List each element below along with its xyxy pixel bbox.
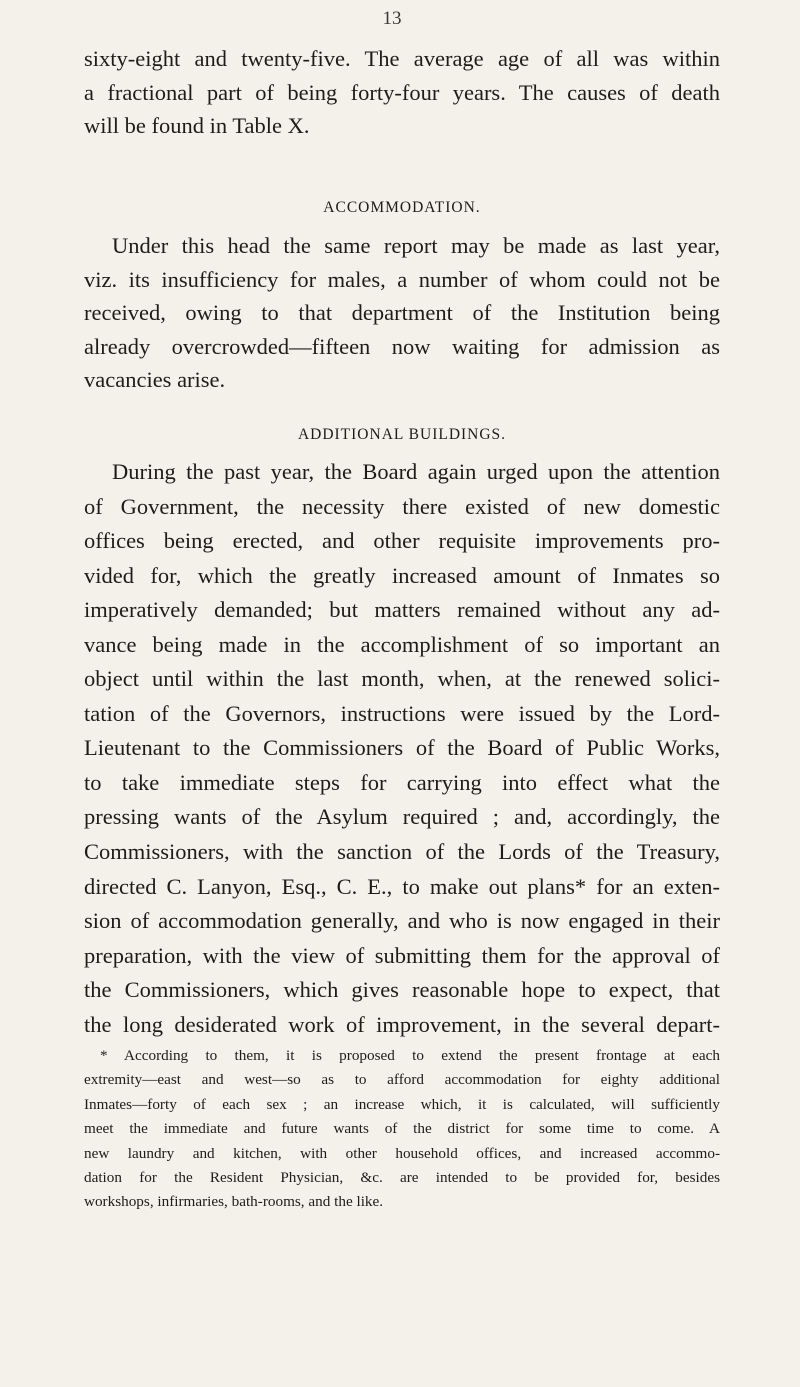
text-line: the Commissioners, which gives reasonable hope to expect, that xyxy=(84,977,720,1003)
text-line: sixty-eight and twenty-five. The average age of all was within xyxy=(84,46,720,71)
text-line: imperatively demanded; but matters remained without any ad- xyxy=(84,597,720,623)
footnote-line: extremity—east and west—so as to afford accommodation for eighty additional xyxy=(84,1071,720,1089)
footnote-line: * According to them, it is proposed to extend the present frontage at each xyxy=(100,1047,720,1064)
text-line: received, owing to that department of the Institution being xyxy=(84,300,720,325)
text-line: sion of accommodation generally, and who is now engaged in their xyxy=(84,908,720,934)
footnote xyxy=(84,1044,720,1215)
text-line: Lieutenant to the Commissioners of the Board of Public Works, xyxy=(84,735,720,761)
text-line: directed C. Lanyon, Esq., C. E., to make out plans* for an exten- xyxy=(84,873,720,899)
page-number: 13 xyxy=(382,8,402,29)
text-line: vance being made in the accomplishment of so important an xyxy=(84,631,720,657)
section-heading-additional-buildings: ADDITIONAL BUILDINGS. xyxy=(297,426,507,443)
footnote-line: meet the immediate and future wants of the district for some time to come. A xyxy=(84,1120,720,1138)
text-line: viz. its insufficiency for males, a number of whom could not be xyxy=(84,266,720,292)
text-line: vided for, which the greatly increased amount of Inmates so xyxy=(84,562,720,588)
text-line: During the past year, the Board again urged upon the attention xyxy=(112,459,720,484)
section-heading-accommodation: ACCOMMODATION. xyxy=(323,199,481,216)
text-line: offices being erected, and other requisite improvements pro- xyxy=(84,528,720,554)
text-line: pressing wants of the Asylum required ; and, accordingly, the xyxy=(84,804,720,830)
text-line: to take immediate steps for carrying into effect what the xyxy=(84,769,720,795)
text-line: object until within the last month, when, at the renewed solici- xyxy=(84,666,720,692)
footnote-line: dation for the Resident Physician, &c. are intended to be provided for, besides xyxy=(84,1169,720,1187)
text-line: already overcrowded—fifteen now waiting for admission as xyxy=(84,333,720,359)
text-line: tation of the Governors, instructions were issued by the Lord- xyxy=(84,700,720,726)
text-line: of Government, the necessity there existed of new domestic xyxy=(84,493,720,519)
accommodation-paragraph xyxy=(84,229,720,397)
text-line: Under this head the same report may be made as last year, xyxy=(112,233,720,258)
text-line: vacancies arise. xyxy=(84,367,226,392)
intro-paragraph xyxy=(84,42,720,143)
additional-buildings-paragraph xyxy=(84,455,720,1042)
text-line: Commissioners, with the sanction of the Lords of the Treasury, xyxy=(84,839,720,865)
footnote-line: Inmates—forty of each sex ; an increase which, it is calculated, will sufficiently xyxy=(84,1095,720,1113)
footnote-line: new laundry and kitchen, with other household offices, and increased accommo- xyxy=(84,1144,720,1162)
text-line: will be found in Table X. xyxy=(84,113,310,138)
text-line: the long desiderated work of improvement, in the several depart- xyxy=(84,1011,720,1037)
text-line: a fractional part of being forty-four years. The causes of death xyxy=(84,79,720,105)
footnote-line: workshops, infirmaries, bath-rooms, and the like. xyxy=(84,1193,384,1211)
text-line: preparation, with the view of submitting them for the approval of xyxy=(84,942,720,968)
